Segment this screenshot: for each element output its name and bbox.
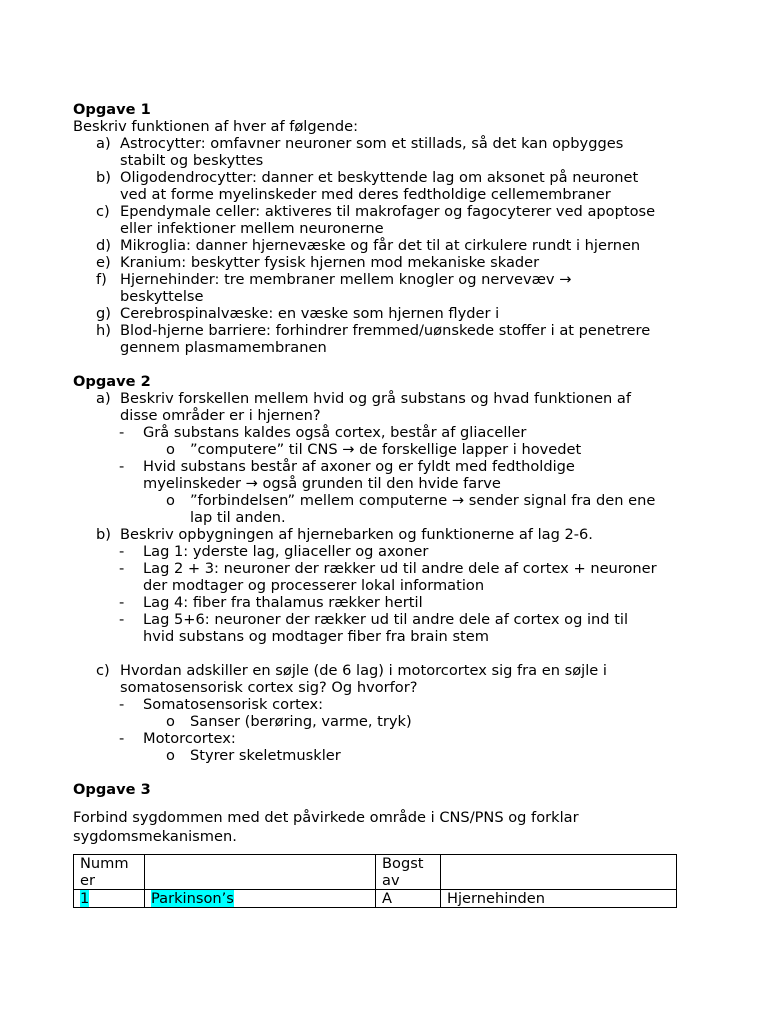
dash-marker: - [119,730,125,747]
white-sub-text: lap til anden. [190,509,286,526]
q2-item-b [73,526,683,645]
table-cell [74,890,145,908]
q2-item-a [73,390,683,526]
q1-marker: e) [96,254,111,271]
q1-item-d [73,237,683,254]
q1-item-text: Ependymale celler: aktiveres til makrofager og fagocyterer ved apoptose [120,203,656,220]
q2-item-text: Beskriv forskellen mellem hvid og grå substans og hvad funktionen af [120,390,632,407]
grey-matter-text: Grå substans kaldes også cortex, består af gliaceller [143,424,527,441]
motor-text: Motorcortex: [143,730,236,747]
document-page [73,101,683,908]
arrow-icon: → [342,441,355,458]
q1-item-b [73,169,683,203]
table-header-cell [145,855,376,890]
table-header-cell: Bogst av [376,855,441,890]
layer-text: hvid substans og modtager fiber fra brain stem [143,628,489,645]
layer-text: Lag 5+6: neuroner der rækker ud til andre dele af cortex og ind til [143,611,629,628]
table-row [74,890,677,908]
q3-text: Forbind sygdommen med det påvirkede område i CNS/PNS og forklar sygdomsmekanismen. [73,809,579,845]
disease-table [73,854,677,908]
q1-marker: d) [96,237,111,254]
q1-item-text: Hjernehinder: tre membraner mellem knogler og nervevæv [120,271,555,288]
q1-item-a [73,135,683,169]
white-sub-text: sender signal fra den ene [468,492,656,509]
dash-marker: - [119,543,125,560]
dash-marker: - [119,696,125,713]
dash-marker: - [119,594,125,611]
q1-item-text: Kranium: beskytter fysisk hjernen mod mekaniske skader [120,254,540,271]
motor-sub-text: Styrer skeletmuskler [190,747,341,764]
dash-marker: - [119,458,125,475]
layer-text: Lag 1: yderste lag, gliaceller og axoner [143,543,429,560]
layer-text: der modtager og processerer lokal information [143,577,485,594]
grey-sub-text: ”computere” til CNS [190,441,338,458]
q2-item-text: somatosensorisk cortex sig? Og hvorfor? [120,679,418,696]
table-cell: Hjernehinden [441,890,677,908]
q1-item-e [73,254,683,271]
q2-item-text: Beskriv opbygningen af hjernebarken og funktionerne af lag 2-6. [120,526,593,543]
table-header-row [74,855,677,890]
q1-marker: b) [96,169,111,186]
q1-item-text: Cerebrospinalvæske: en væske som hjernen flyder i [120,305,500,322]
q1-item-text: Oligodendrocytter: danner et beskyttende lag om aksonet på neuronet [120,169,639,186]
bullet-marker: o [166,441,175,458]
dash-marker: - [119,424,125,441]
q1-item-f [73,271,683,305]
q1-item-text: Astrocytter: omfavner neuroner som et stillads, så det kan opbygges [120,135,624,152]
dash-marker: - [119,611,125,628]
q1-intro: Beskriv funktionen af hver af følgende: [73,118,358,135]
q1-item-text: beskyttelse [120,288,204,305]
table-header-cell: Numm er [74,855,145,890]
q1-marker: a) [96,135,111,152]
q2-heading: Opgave 2 [73,373,151,390]
q1-heading: Opgave 1 [73,101,151,118]
q2-item-text: Hvordan adskiller en søjle (de 6 lag) i motorcortex sig fra en søjle i [120,662,607,679]
layer-text: Lag 2 + 3: neuroner der rækker ud til andre dele af cortex + neuroner [143,560,657,577]
q1-marker: g) [96,305,111,322]
q1-item-g [73,305,683,322]
q1-marker: h) [96,322,111,339]
white-matter-text: også grunden til den hvide farve [262,475,501,492]
q1-item-text: Mikroglia: danner hjernevæske og får det til at cirkulere rundt i hjernen [120,237,641,254]
table-cell: A [376,890,441,908]
highlighted-number: 1 [80,890,90,907]
q1-item-h [73,322,683,356]
arrow-icon: → [451,492,465,509]
layer-text: Lag 4: fiber fra thalamus rækker hertil [143,594,423,611]
q2-marker: a) [96,390,111,407]
q1-item-text: ved at forme myelinskeder med deres fedtholdige cellemembraner [120,186,611,203]
q2-item-text: disse områder er i hjernen? [120,407,321,424]
dash-marker: - [119,560,125,577]
q1-item-text: eller infektioner mellem neuronerne [120,220,384,237]
grey-sub-text: de forskellige lapper i hovedet [359,441,582,458]
bullet-marker: o [166,713,175,730]
arrow-icon: → [245,475,258,492]
white-matter-text: myelinskeder [143,475,241,492]
q2-marker: b) [96,526,111,543]
somato-text: Somatosensorisk cortex: [143,696,324,713]
table-cell [145,890,376,908]
q1-item-text: Blod-hjerne barriere: forhindrer fremmed/uønskede stoffer i at penetrere [120,322,651,339]
highlighted-disease: Parkinson’s [151,890,234,907]
q1-marker: f) [96,271,107,288]
white-sub-text: ”forbindelsen” mellem computerne [190,492,448,509]
q1-item-text: gennem plasmamembranen [120,339,327,356]
arrow-icon: → [559,271,572,288]
q1-marker: c) [96,203,110,220]
q3-heading: Opgave 3 [73,781,151,798]
q2-marker: c) [96,662,110,679]
bullet-marker: o [166,492,175,509]
q2-item-c [73,662,683,764]
q1-item-c [73,203,683,237]
q1-item-text: stabilt og beskyttes [120,152,264,169]
table-header-cell [441,855,677,890]
white-matter-text: Hvid substans består af axoner og er fyldt med fedtholdige [143,458,575,475]
somato-sub-text: Sanser (berøring, varme, tryk) [190,713,412,730]
bullet-marker: o [166,747,175,764]
